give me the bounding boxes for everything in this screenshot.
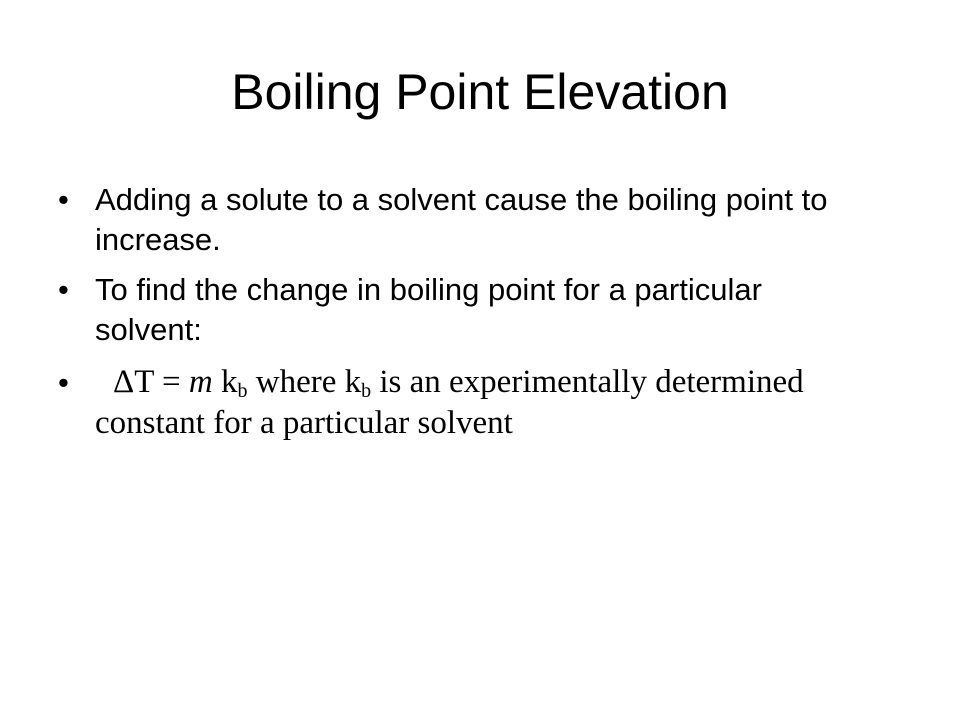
bullet-text: Adding a solute to a solvent cause the boiling point to increase.	[95, 182, 828, 257]
formula-constant	[221, 364, 248, 400]
formula-constant-base: k	[221, 364, 238, 400]
bullet-icon: •	[58, 272, 69, 307]
bullet-icon: •	[58, 182, 69, 217]
formula-molality: m	[188, 364, 213, 400]
bullet-icon: •	[58, 365, 69, 400]
formula-constant-ref-base: k	[344, 364, 362, 400]
bullet-text: To find the change in boiling point for a particular solvent:	[95, 272, 762, 347]
formula-constant-subscript: b	[237, 380, 248, 402]
slide-title: Boiling Point Elevation	[231, 64, 729, 120]
formula-bullet	[58, 362, 838, 444]
bullet-item	[58, 180, 838, 260]
formula-delta-t: ΔT =	[113, 364, 189, 400]
formula-constant-ref	[345, 364, 372, 400]
formula-constant-ref-subscript: b	[361, 380, 372, 402]
bullet-item	[58, 270, 838, 350]
formula-description: is an experimentally determined constant for a particular solvent	[95, 364, 804, 441]
bullet-list	[58, 180, 838, 444]
formula-where: where	[247, 364, 345, 400]
